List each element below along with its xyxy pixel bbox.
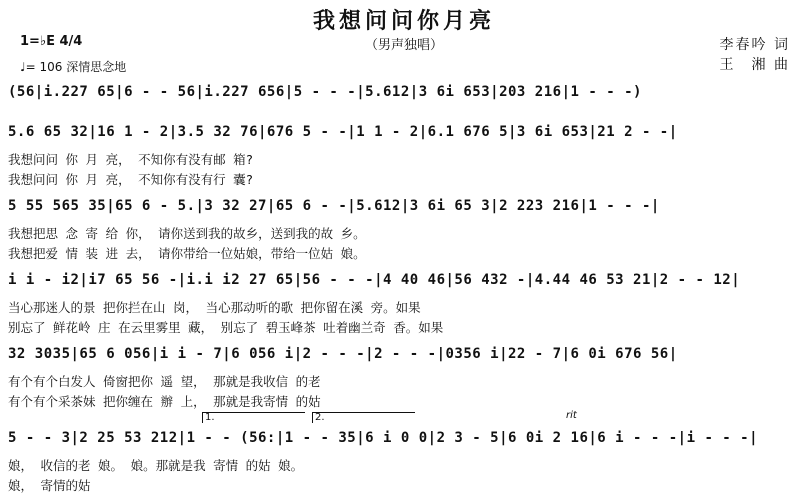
lyric-line-4a: 有个有个白发人 倚窗把你 遥 望， 那就是我收信 的老	[8, 374, 321, 389]
page-subtitle: （男声独唱）	[364, 38, 443, 53]
lyric-line-5b: 娘， 寄情的姑	[8, 478, 91, 493]
lyric-line-3b: 别忘了 鲜花岭 庄 在云里雾里 藏， 别忘了 碧玉峰茶 吐着幽兰奇 香。如果	[8, 320, 444, 335]
lyric-line-2b: 我想把爱 情 装 进 去， 请你带给一位姑娘，带给一位姑 娘。	[8, 246, 366, 261]
lyric-line-1b: 我想问问 你 月 亮， 不知你有没有行 囊?	[8, 172, 254, 187]
lyric-line-2a: 我想把思 念 寄 给 你， 请你送到我的故乡，送到我的故 乡。	[8, 226, 366, 241]
composer-credit: 王 湘 曲	[719, 57, 790, 73]
score-line-4: 32 3035|65 6 056|i i - 7|6 056 i|2 - - -|2 - - -|0356 i|22 - 7|6 0i 676 56|	[8, 346, 678, 362]
lyric-line-1a: 我想问问 你 月 亮， 不知你有没有邮 箱?	[8, 152, 254, 167]
score-line-5: 5 - - 3|2 25 53 212|1 - - (56:|1 - - 35|6 i 0 0|2 3 - 5|6 0i 2 16|6 i - - -|i - - -|	[8, 430, 759, 446]
ritardando-marking: rit	[566, 410, 577, 421]
score-line-1: 5.6 65 32|16 1 - 2|3.5 32 76|676 5 - -|1 1 - 2|6.1 676 5|3 6i 653|21 2 - -|	[8, 124, 678, 140]
score-line-intro: (56|i.227 65|6 - - 56|i.227 656|5 - - -|5.612|3 6i 653|203 216|1 - - -)	[8, 84, 642, 100]
lyricist-credit: 李春吟 词	[719, 37, 790, 53]
volta-second-ending: 2.	[312, 412, 415, 423]
score-line-2: 5 55 565 35|65 6 - 5.|3 32 27|65 6 - -|5.612|3 6i 65 3|2 223 216|1 - - -|	[8, 198, 660, 214]
score-line-3: i i - i2|i7 65 56 -|i.i i2 27 65|56 - - -|4 40 46|56 432 -|4.44 46 53 21|2 - - 12|	[8, 272, 741, 288]
lyric-line-3a: 当心那迷人的景 把你拦在山 岗， 当心那动听的歌 把你留在溪 旁。如果	[8, 300, 421, 315]
lyric-line-5a: 娘， 收信的老 娘。 娘。那就是我 寄情 的姑 娘。	[8, 458, 304, 473]
tempo-marking: ♩= 106 深情思念地	[20, 60, 127, 74]
key-signature: 1=♭E 4/4	[20, 34, 83, 49]
page-title: 我想问问你月亮	[312, 9, 495, 34]
lyric-line-4b: 有个有个采茶妹 把你缠在 辦 上， 那就是我寄情 的姑	[8, 394, 321, 409]
volta-first-ending: 1.	[202, 412, 305, 423]
